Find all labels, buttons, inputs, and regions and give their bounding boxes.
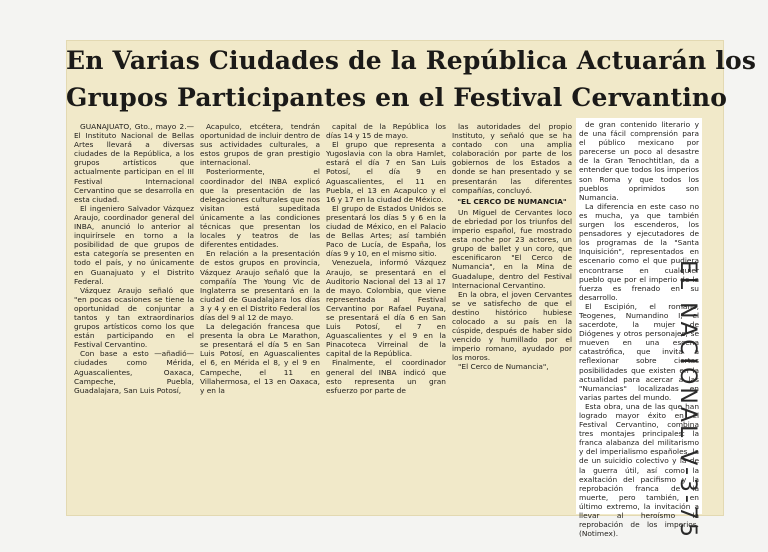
article-column-3 — [326, 122, 446, 514]
paragraph: En relación a la presentación de estos grupos en provincia, Vázquez Araujo señaló que la compañía The Young Vic de Inglaterra se presentará en la ciudad de Guadalajara los días 3 y 4 y en el Distrito Federal los días del 9 al 12 de mayo. — [200, 249, 320, 322]
paragraph: Finalmente, el coordinador general del INBA indicó que esto representa un gran esfuerzo por parte de — [326, 358, 446, 395]
paragraph: El ingeniero Salvador Vázquez Araujo, coordinador general del INBA, anunció lo anterior al inquirírsele en torno a la posibilidad de que grupos de esta categoría se presenten en todo el país, y no únicamente en Guanajuato y el Distrito Federal. — [74, 203, 194, 286]
paragraph: La diferencia en este caso no es mucha, ya que también surgen los escenderos, los pensadores y ejecutadores de los programas de la "Santa Inquisición", representados en escenario como el que pudiera encontrarse en cualquier pueblo que por el imperio de la fuerza es frenado en su desarrollo. — [579, 201, 699, 302]
paragraph: En la obra, el joven Cervantes se ve satisfecho de que el destino histórico hubiese colocado a su país en la cúspide, después de haber sido vencido y humillado por el imperio romano, ayudado por los moros. — [452, 289, 572, 363]
paragraph: "El Cerco de Numancia", — [458, 362, 549, 372]
handwritten-source-note: EL NACIONAL V-3-75 — [675, 260, 700, 540]
paragraph: La delegación francesa que presenta la obra Le Marathon, se presentará el día 5 en San Luis Potosí, en Aguascalientes el 6, en Mérida el 8, y el 9 en Campeche, el 11 en Villahermosa, el 13 en Oaxaca, y en la — [200, 322, 320, 395]
newspaper-clipping — [66, 40, 757, 539]
paragraph: Con base a esto —añadió— ciudades como Mérida, Aguascalientes, Oaxaca, Campeche, Puebla, Guadalajara, San Luis Potosí, — [74, 349, 194, 395]
paragraph: GUANAJUATO, Gto., mayo 2.—El Instituto Nacional de Bellas Artes llevará a diversas ciudades de la República, a los grupos artísticos que actualmente participan en el III Festival Internacional Cervantino que se desarrolla en esta ciudad. — [74, 122, 194, 204]
paragraph: Esta obra, una de las que han logrado mayor éxito en el Festival Cervantino, combina tres montajes principales: la franca alabanza del militarismo y del imperialismo españoles, la de un suicidio colectivo y la de la guerra útil, así como la exaltación del pacifismo y la reprobación franca de la muerte, pero también, en último extremo, la invitación a llevar al heroísmo la reprobación de los imperios. (Notimex). — [579, 401, 699, 539]
paragraph: Posteriormente, el coordinador del INBA explicó que la presentación de las delegaciones culturales que nos visitan está supeditada únicamente a las condiciones técnicas que presentan los locales y teatros de las diferentes entidades. — [200, 167, 320, 250]
paragraph: El grupo que representa a Yugoslavia con la obra Hamlet, estará el día 7 en San Luis Potosí, el día 9 en Aguascalientes, el 11 en Puebla, el 13 en Acapulco y el 16 y 17 en la ciudad de México. — [326, 140, 446, 204]
paragraph: capital de la República los días 14 y 15 de mayo. — [326, 122, 446, 141]
headline-line-1: En Varias Ciudades de la República Actuarán los — [66, 46, 757, 75]
article-column-4 — [452, 122, 572, 514]
headline-line-2: Grupos Participantes en el Festival Cervantino — [66, 83, 728, 112]
section-subhead: "EL CERCO DE NUMANCIA" — [457, 196, 567, 206]
paragraph: Acapulco, etcétera, tendrán oportunidad de incluir dentro de sus actividades culturales, a estos grupos de gran prestigio internacional. — [200, 122, 320, 168]
paragraph: El grupo de Estados Unidos se presentará los días 5 y 6 en la ciudad de México, en el Palacio de Bellas Artes; así también Paco de Lucía, de España, los días 9 y 10, en el mismo sitio. — [326, 203, 446, 259]
paragraph: Venezuela, informó Vázquez Araujo, se presentará en el Auditorio Nacional del 13 al 17 de mayo. Colombia, que viene representada al Festival Cervantino por Rafael Puyana, se presentará el día 6 en San Luis Potosí, el 7 en Aguascalientes y el 9 en la Pinacoteca Virreinal de la capital de la República. — [326, 258, 446, 359]
paragraph: Vázquez Araujo señaló que "en pocas ocasiones se tiene la oportunidad de conjuntar a tantos y tan extraordinarios grupos artísticos como los que están participando en el Festival Cervantino. — [74, 285, 194, 350]
paragraph: El Escipión, el romano, Teogenes, Numandino I, el sacerdote, la mujer de Diógenes y otros personajes, se mueven en una escena catastrófica, que invita a reflexionar sobre ciertas posibilidades que existen en la actualidad para acercar a las "Numancias" localizadas en varias partes del mundo. — [579, 301, 699, 402]
article-column-1 — [74, 122, 194, 514]
paragraph: las autoridades del propio Instituto, y señaló que se ha contado con una amplia colaboración por parte de los gobiernos de los Estados a donde se han presentado y se presentarán las diferentes compañías, concluyó. — [452, 122, 572, 195]
article-column-2 — [200, 122, 320, 514]
paragraph: Un Miguel de Cervantes loco de ebriedad por los triunfos del imperio español, fue mostrado esta noche por 23 actores, un grupo de ballet y un coro, que escenificaron "El Cerco de Numancia", en la Mina de Guadalupe, dentro del Festival Internacional Cervantino. — [452, 207, 572, 290]
paragraph: de gran contenido literario y de una fácil comprensión para el público mexicano por parecerse un poco al desastre de la Gran Tenochtitlan, da a entender que todos los imperios son Roma y que todos los pueblos oprimidos son Numancia. — [579, 120, 699, 202]
